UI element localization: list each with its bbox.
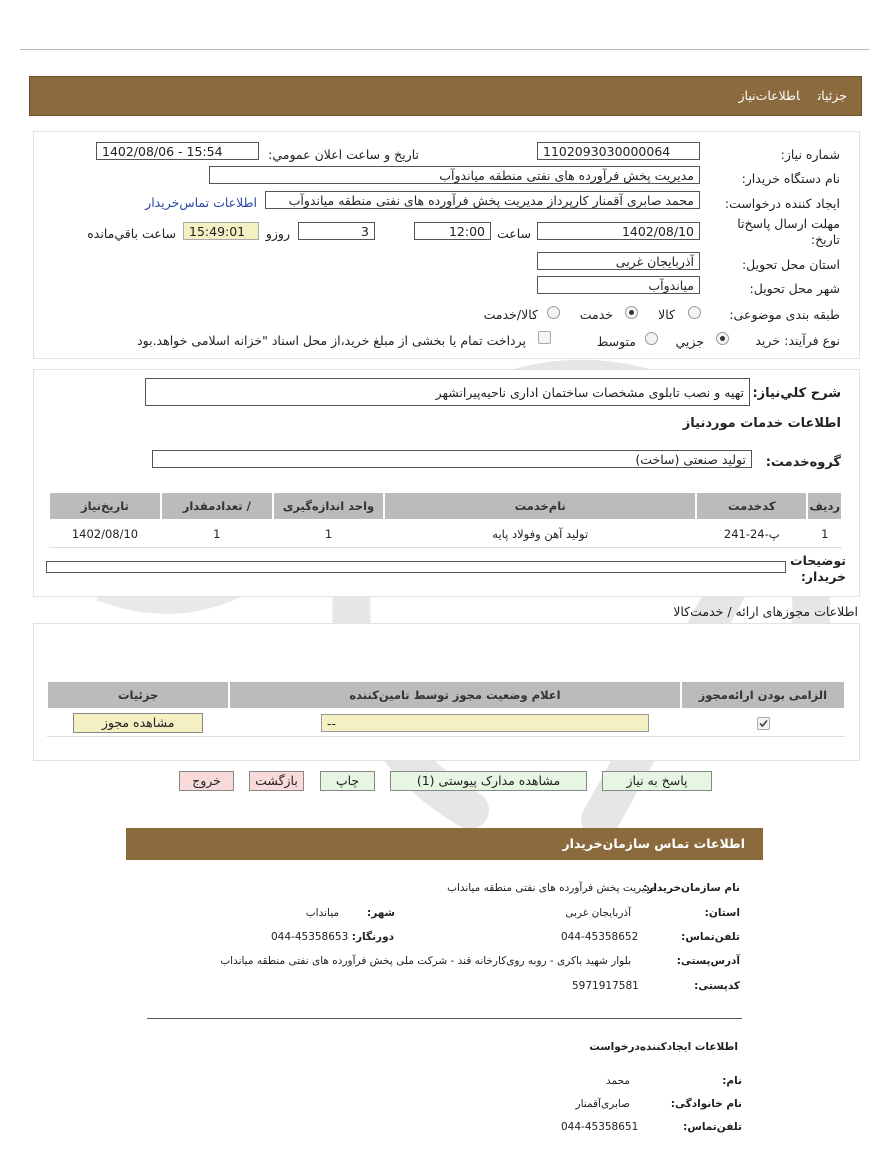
services-heading: اطلاعات خدمات موردنياز bbox=[682, 416, 841, 431]
contact-fax: 044-45358653 bbox=[271, 931, 349, 943]
need-desc-field: تهیه و نصب تابلوی مشخصات ساختمان اداری ناحیه‌پیرانشهر bbox=[145, 378, 750, 406]
services-table bbox=[48, 491, 843, 548]
col-row: رديف bbox=[807, 492, 842, 520]
need-desc-label: شرح کلي‌نياز: bbox=[752, 386, 841, 401]
exit-button[interactable]: خروج bbox=[179, 771, 234, 791]
radio-goods-service[interactable] bbox=[547, 306, 560, 319]
radio-goods-service-label: کالا/خدمت bbox=[483, 307, 538, 322]
creator-phone-label: تلفن‌تماس: bbox=[683, 1121, 742, 1133]
permit-required-checkbox bbox=[757, 717, 770, 730]
cell-need-date: 1402/08/10 bbox=[49, 520, 161, 548]
tab-need-info[interactable]: اطلاعات‌نیاز bbox=[738, 88, 800, 103]
table-row bbox=[49, 520, 842, 548]
print-button[interactable]: چاپ bbox=[320, 771, 375, 791]
process-label: نوع فرآيند: bbox=[784, 333, 840, 348]
cell-permit-status bbox=[229, 709, 680, 737]
tab-details[interactable]: جزئیات bbox=[817, 88, 847, 103]
creator-phone: 044-45358651 bbox=[561, 1121, 639, 1133]
deadline-time-label: ساعت bbox=[496, 226, 531, 241]
announce-label: تاریخ و ساعت اعلان عمومي: bbox=[268, 147, 419, 162]
radio-goods-label: کالا bbox=[658, 307, 675, 322]
creator-family-label: نام خانوادگی: bbox=[670, 1098, 742, 1110]
contact-header bbox=[126, 828, 763, 860]
deadline-time-field: 12:00 bbox=[414, 222, 491, 240]
radio-goods[interactable] bbox=[688, 306, 701, 319]
col-service-code: کدخدمت bbox=[696, 492, 807, 520]
deadline-date-field: 1402/08/10 bbox=[537, 222, 700, 240]
announce-field: 1402/08/06 - 15:54 bbox=[96, 142, 259, 160]
permits-title: اطلاعات مجوزهای ارائه / خدمت‌کالا bbox=[673, 604, 858, 619]
table-row bbox=[47, 709, 845, 737]
cell-quantity: 1 bbox=[161, 520, 273, 548]
creator-name: محمد bbox=[606, 1075, 630, 1087]
contact-divider bbox=[147, 1018, 742, 1019]
col-service-name: نام‌خدمت bbox=[384, 492, 696, 520]
top-divider bbox=[20, 49, 870, 50]
check-icon bbox=[758, 718, 769, 729]
contact-phone: 044-45358652 bbox=[561, 931, 639, 943]
creator-family: صابری‌آقمنار bbox=[575, 1098, 630, 1110]
creator-field: محمد صابری آقمنار کارپرداز مدیریت پخش فرآورده های نفتی منطقه میاندوآب bbox=[265, 191, 700, 209]
col-quantity: / تعدادمقدار bbox=[161, 492, 273, 520]
remaining-time-field: 15:49:01 bbox=[183, 222, 259, 240]
deadline-label-2: تاریخ: bbox=[810, 232, 840, 247]
col-permit-details: جزئيات bbox=[47, 681, 229, 709]
cell-permit-details bbox=[47, 709, 229, 737]
radio-medium-label: متوسط bbox=[596, 334, 636, 349]
col-permit-required: الزامی بودن ارائه‌مجوز bbox=[681, 681, 845, 709]
remaining-label: ساعت باقي‌مانده bbox=[87, 226, 176, 241]
need-number-label: شماره نیاز: bbox=[780, 147, 840, 162]
contact-postal: 5971917581 bbox=[572, 980, 639, 992]
buyer-org-label: نام دستگاه خريدار: bbox=[741, 171, 840, 186]
contact-address-label: آدرس‌پستی: bbox=[676, 955, 740, 967]
radio-partial-label: جزيي bbox=[675, 334, 704, 349]
cell-row: 1 bbox=[807, 520, 842, 548]
payment-note: پرداخت تمام يا بخشی از مبلغ خريد،از محل اسناد "خزانه اسلامی خواهد.بود bbox=[137, 333, 526, 348]
contact-header-title: اطلاعات تماس سازمان‌خريدار bbox=[562, 836, 745, 851]
contact-fax-label: دورنگار: bbox=[351, 931, 394, 943]
city-field: میاندوآب bbox=[537, 276, 700, 294]
days-label: روزو bbox=[265, 226, 290, 241]
province-label: استان محل تحويل: bbox=[741, 257, 840, 272]
buyer-notes-field bbox=[46, 561, 786, 573]
contact-city-label: شهر: bbox=[367, 907, 395, 919]
radio-service[interactable] bbox=[625, 306, 638, 319]
process-buy-label: خريد bbox=[755, 333, 780, 348]
back-button[interactable]: بازگشت bbox=[249, 771, 304, 791]
view-permit-button[interactable]: مشاهده مجوز bbox=[73, 713, 203, 733]
contact-org-label: نام سازمان‌خريدار: bbox=[643, 882, 740, 894]
service-group-field: تولید صنعتی (ساخت) bbox=[152, 450, 752, 468]
treasury-checkbox[interactable] bbox=[538, 331, 551, 344]
need-number-field: 1102093030000064 bbox=[537, 142, 700, 160]
creator-name-label: نام: bbox=[722, 1075, 742, 1087]
contact-province: آذربايجان غربی bbox=[565, 907, 631, 919]
service-group-label: گروه‌خدمت: bbox=[765, 455, 841, 470]
creator-label: ایجاد کننده درخواست: bbox=[724, 196, 840, 211]
radio-partial[interactable] bbox=[716, 332, 729, 345]
permits-table bbox=[46, 680, 846, 737]
contact-org: مديريت پخش فرآورده های نفتی منطقه ميانداب bbox=[447, 882, 656, 894]
contact-phone-label: تلفن‌تماس: bbox=[681, 931, 740, 943]
contact-city: ميانداب bbox=[305, 907, 339, 919]
col-unit: واحد اندازه‌گيری bbox=[273, 492, 385, 520]
reply-button[interactable]: پاسخ به نياز bbox=[602, 771, 712, 791]
contact-address: بلوار شهيد باکری - روبه روی‌کارخانه قند - شرکت ملی پخش فرآورده های نفتی منطقه ميانداب bbox=[220, 955, 631, 967]
radio-service-label: خدمت bbox=[579, 307, 613, 322]
contact-postal-label: کدپستی: bbox=[694, 980, 740, 992]
page-header bbox=[29, 76, 862, 116]
city-label: شهر محل تحويل: bbox=[749, 281, 840, 296]
creator-info-header: اطلاعات ایجادکننده‌درخواست bbox=[589, 1041, 738, 1053]
radio-medium[interactable] bbox=[645, 332, 658, 345]
col-need-date: تاريخ‌نياز bbox=[49, 492, 161, 520]
cell-service-name: تولید آهن وفولاد پایه bbox=[384, 520, 696, 548]
deadline-label: مهلت ارسال پاسخ‌تا bbox=[737, 216, 840, 231]
attachments-button[interactable]: مشاهده مدارک پيوستی (1) bbox=[390, 771, 587, 791]
buyer-notes-label: توضيحات خريدار: bbox=[790, 553, 846, 584]
contact-province-label: استان: bbox=[704, 907, 740, 919]
cell-permit-required bbox=[681, 709, 845, 737]
permit-status-field[interactable]: -- bbox=[321, 714, 649, 732]
col-permit-status: اعلام وضعيت مجوز توسط تامين‌کننده bbox=[229, 681, 680, 709]
cell-service-code: پ-24-241 bbox=[696, 520, 807, 548]
days-field: 3 bbox=[298, 222, 375, 240]
buyer-org-field: مدیریت پخش فرآورده های نفتی منطقه میاندوآب bbox=[209, 166, 700, 184]
cell-unit: 1 bbox=[273, 520, 385, 548]
province-field: آذربایجان غربی bbox=[537, 252, 700, 270]
category-label: طبقه بندی موضوعی: bbox=[729, 307, 840, 322]
buyer-contact-link[interactable]: اطلاعات تماس‌خريدار bbox=[145, 195, 257, 210]
